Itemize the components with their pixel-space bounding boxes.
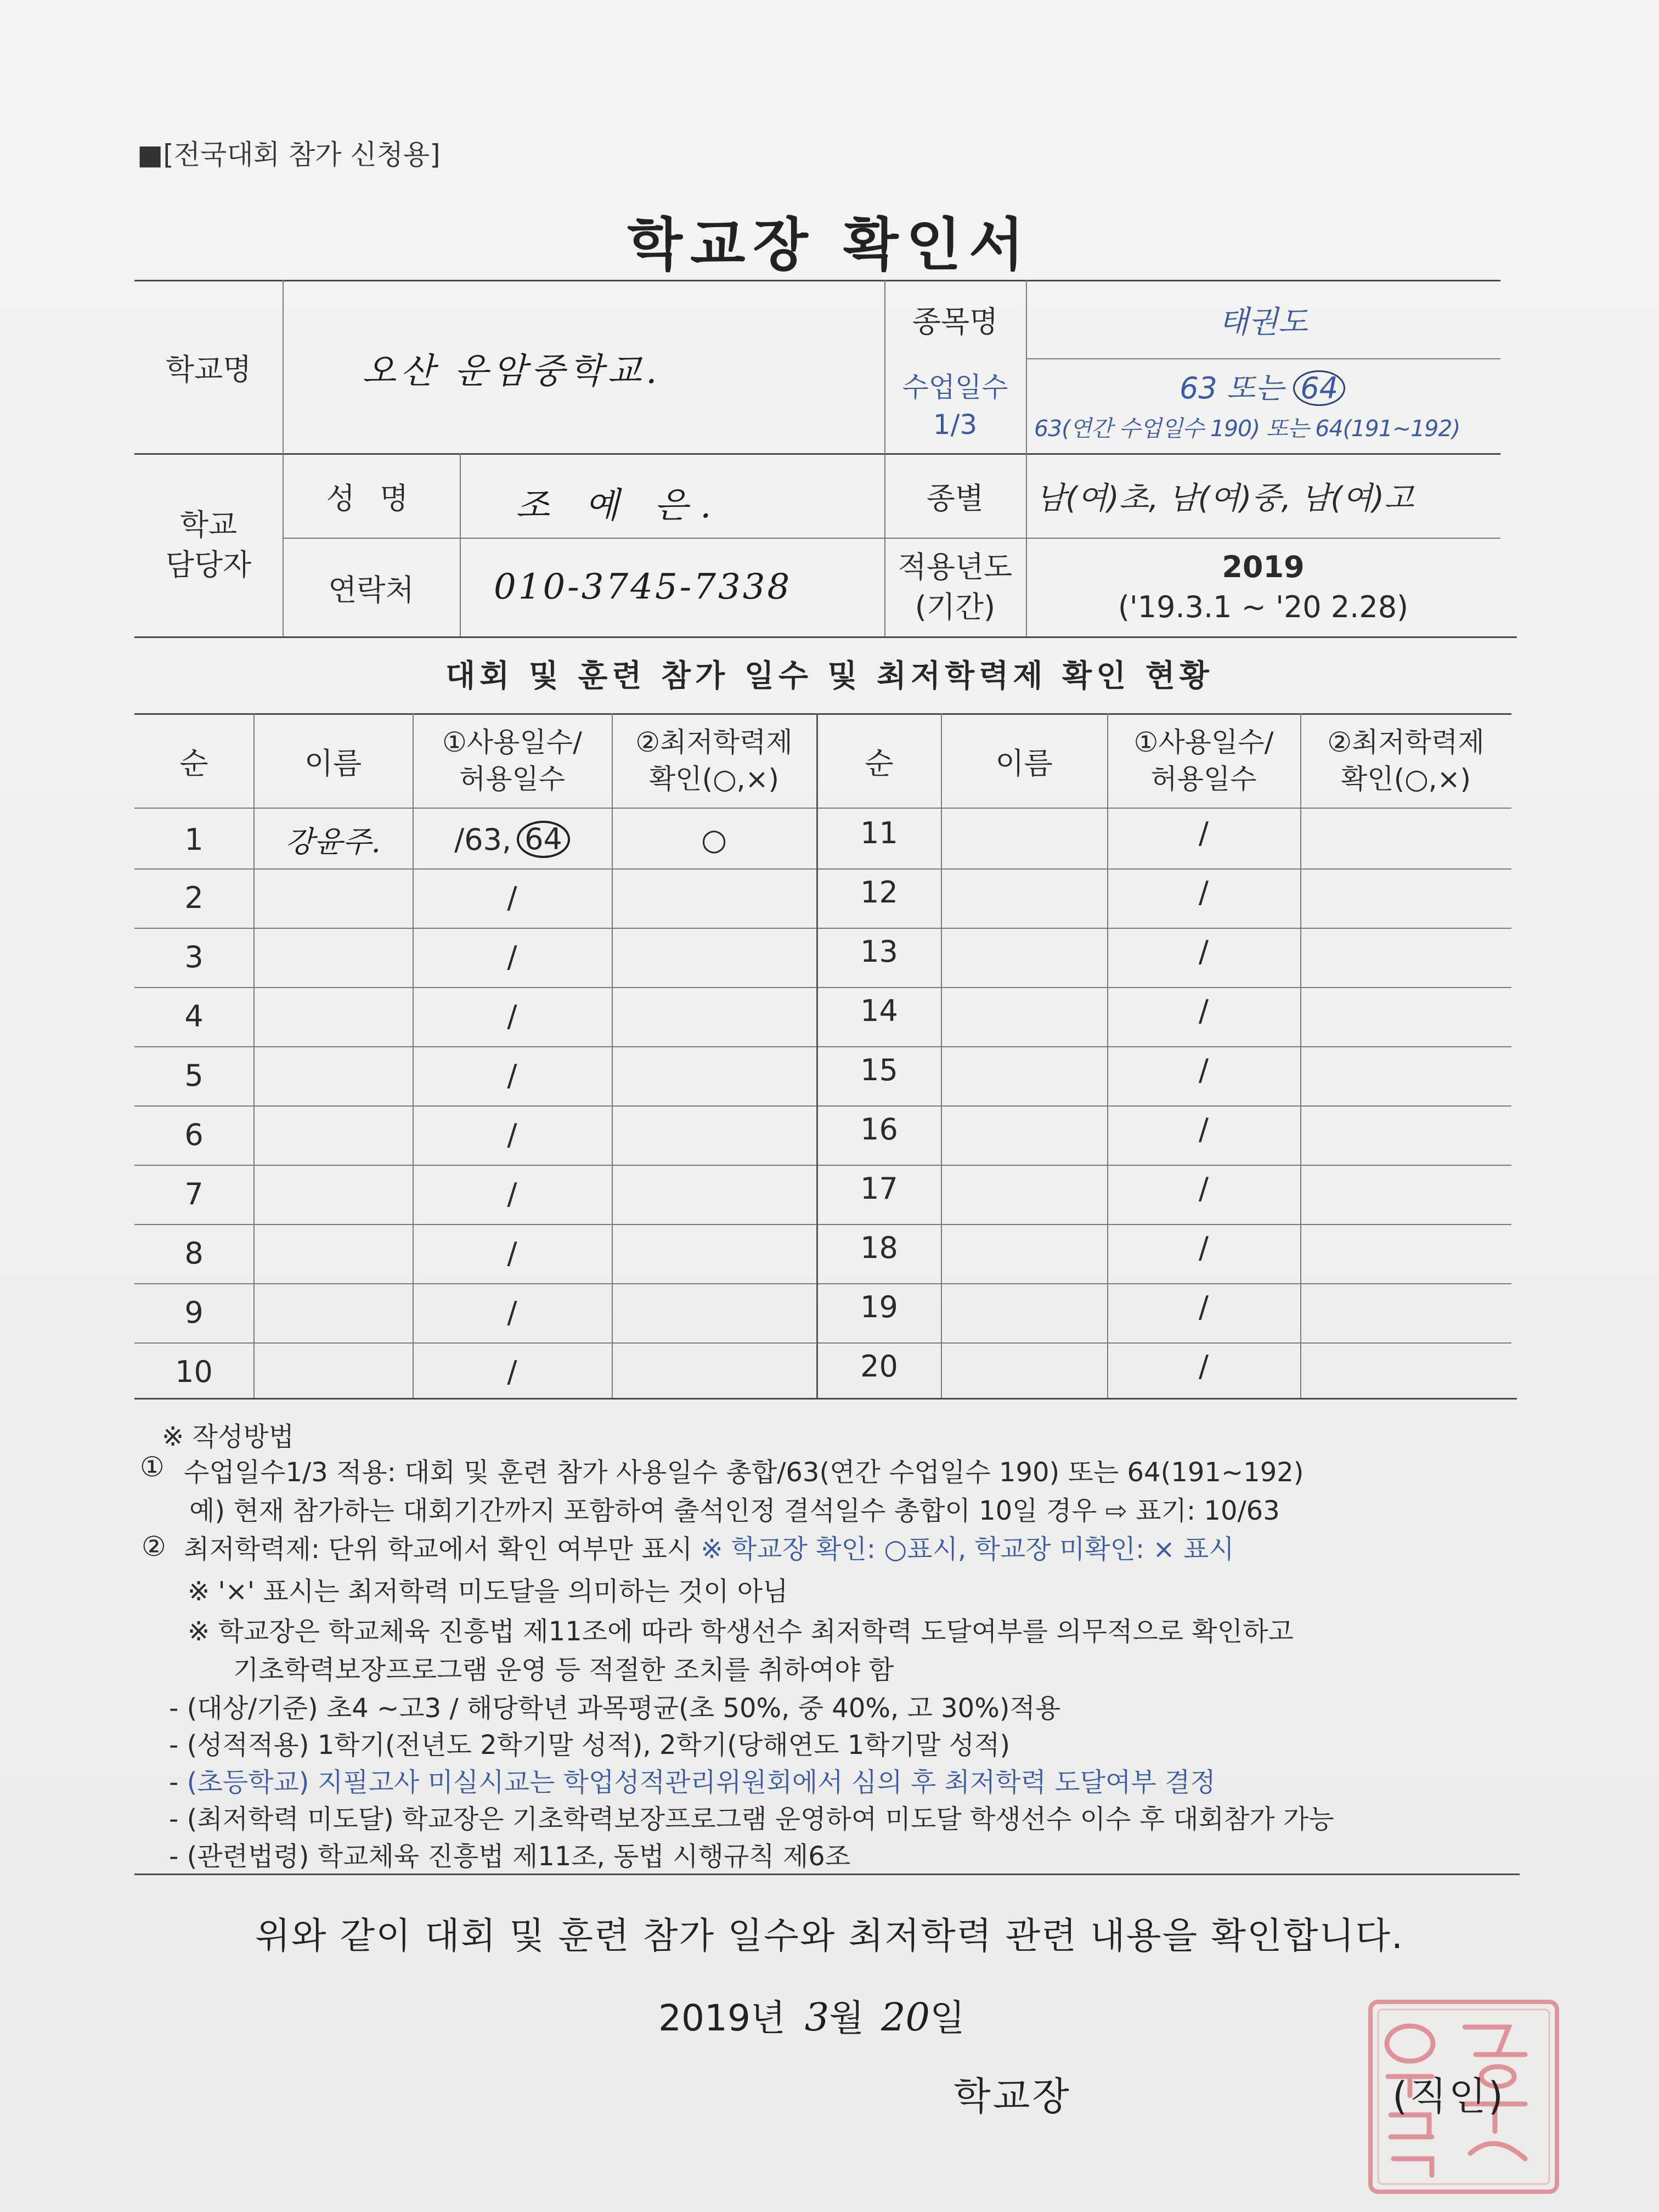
note-bullet-3-text: (초등학교) 지필고사 미실시교는 학업성적관리위원회에서 심의 후 최저학력 도달여부 결정 [187,1767,1216,1798]
signing-date [658,1989,965,2041]
row-days: / [1198,1171,1209,1206]
date-month: 3 [804,1995,830,2040]
principal-label: 학교장 [953,2074,1071,2119]
class-days-label-line1: 수업일수 [902,371,1008,403]
row-confirmation [1300,803,1511,862]
row-confirmation [612,1164,816,1223]
row-confirmation [1300,1336,1511,1396]
header-conf-left [612,714,816,808]
row-confirmation [1300,1277,1511,1336]
row-name [253,1223,413,1283]
row-name [253,986,413,1046]
row-days [413,927,612,986]
school-name-label: 학교명 [165,352,252,387]
sport-label: 종목명 [912,304,998,339]
school-name-value: 오산 운암중학교. [362,351,662,392]
note-2-mark: ② [142,1531,166,1562]
row-confirmation [612,1283,816,1342]
row-name [941,1277,1107,1336]
note-4-continued: 기초학력보장프로그램 운영 등 적절한 조치를 취하여야 함 [233,1655,894,1685]
row-days-value: / [507,1354,517,1389]
row-name [941,1099,1107,1159]
date-month-unit: 월 [829,1997,865,2039]
note-4: ※ 학교장은 학교체육 진흥법 제11조에 따라 학생선수 최저학력 도달여부를 의무적으로 확인하고 [188,1616,1294,1647]
row-days-value: / [507,939,517,974]
header-days-right [1107,714,1300,808]
staff-name-value: 조 예 은. [516,486,724,526]
row-number: 17 [860,1171,898,1206]
row-days: / [1198,874,1209,910]
note-bullet-2: - (성적적용) 1학기(전년도 2학기말 성적), 2학기(당해연도 1학기말 성적) [169,1730,1011,1760]
header-name-left: 이름 [304,746,362,781]
document-title: 학교장 확인서 [627,211,1032,278]
row-days: / [1198,815,1209,850]
header-conf-right-line1: ②최저학력제 [1327,726,1485,758]
class-days-label-line2: 1/3 [933,408,978,441]
row-confirmation [612,1342,816,1401]
row-days [413,810,612,869]
row-confirmation [612,986,816,1046]
row-confirmation [1300,862,1511,922]
class-days-value [1180,365,1345,407]
note-2 [184,1528,1234,1566]
date-year: 2019년 [658,1997,786,2039]
row-name [941,1159,1107,1218]
row-confirmation [612,1223,816,1283]
row-name [941,922,1107,981]
row-days-value: / [507,1058,517,1093]
row-number: 10 [175,1354,213,1389]
row-number: 2 [184,880,204,915]
staff-label [134,454,283,636]
row-number: 18 [860,1230,898,1265]
note-3: ※ '×' 표시는 최저학력 미도달을 의미하는 것이 아님 [188,1576,788,1607]
staff-label-line1: 학교 [179,507,238,543]
row-days [413,868,612,927]
row-name [253,1283,413,1342]
class-days-circled: 64 [1293,370,1345,406]
row-days [413,1105,612,1164]
header-conf-left-line1: ②최저학력제 [635,726,793,758]
row-number: 14 [860,993,898,1028]
header-conf-left-line2: 확인(○,×) [648,763,780,795]
confirmation-statement: 위와 같이 대회 및 훈련 참가 일수와 최저학력 관련 내용을 확인합니다. [255,1915,1404,1957]
row-name [941,981,1107,1040]
row-days: / [1198,1052,1209,1087]
sport-value: 태권도 [1218,304,1308,340]
apply-year-value [1026,539,1500,636]
row-number: 9 [184,1295,204,1330]
row-name [941,1336,1107,1396]
row-name [253,1164,413,1223]
row-days [413,1223,612,1283]
row-days: / [1198,934,1209,969]
row-name [253,868,413,927]
row-number: 16 [860,1111,898,1147]
date-day: 20 [881,1995,930,2040]
apply-period: ('19.3.1 ~ '20 2.28) [1118,590,1409,624]
row-number: 11 [860,815,898,850]
row-number: 5 [184,1058,204,1093]
row-days: / [1198,1289,1209,1324]
note-2-mark-rule: ※ 학교장 확인: ○표시, 학교장 미확인: × 표시 [701,1534,1234,1565]
row-confirmation [612,1105,816,1164]
apply-year-label [884,539,1026,636]
header-name-right: 이름 [995,746,1053,781]
row-days-value: /63, [454,822,512,857]
row-number: 20 [860,1348,898,1384]
row-name: 강윤주. [285,824,381,859]
row-name [253,1342,413,1401]
note-1-mark: ① [140,1451,165,1483]
row-name [253,927,413,986]
class-days-note: 63(연간 수업일수 190) 또는 64(191~192) [1034,415,1460,442]
row-confirmation [1300,1218,1511,1277]
header-conf-right [1300,714,1511,808]
header-no-left: 순 [179,746,208,781]
row-number: 15 [860,1052,898,1087]
row-days-value: / [507,1117,517,1152]
note-2-text: 최저학력제: 단위 학교에서 확인 여부만 표시 [184,1534,693,1565]
row-name [253,1046,413,1105]
row-days-value: / [507,1235,517,1271]
gender-value: 남(여)초, 남(여)중, 남(여)고 [1036,481,1414,516]
gender-label: 종별 [926,481,984,516]
section-title: 대회 및 훈련 참가 일수 및 최저학력제 확인 현황 [445,658,1214,694]
row-days [413,1342,612,1401]
row-confirmation [1300,1040,1511,1099]
row-days [413,986,612,1046]
row-days: / [1198,1348,1209,1384]
contact-label: 연락처 [328,572,414,607]
note-1-example: 예) 현재 참가하는 대회기간까지 포함하여 출석인정 결석일수 총합이 10일 경우 ⇨ 표기: 10/63 [189,1496,1280,1526]
form-tag: ■[전국대회 참가 신청용] [137,139,441,171]
note-bullet-3 [169,1761,1216,1799]
row-number: 6 [184,1117,204,1152]
row-name [941,862,1107,922]
row-number: 7 [184,1176,204,1211]
row-days-value: / [507,998,517,1034]
notes-heading: ※ 작성방법 [162,1421,294,1452]
staff-label-line2: 담당자 [165,548,252,582]
row-days: / [1198,993,1209,1028]
row-days: / [1198,1111,1209,1147]
apply-year-label-line2: (기간) [915,590,996,624]
row-name [253,1105,413,1164]
class-days-label [884,359,1026,453]
date-day-unit: 일 [930,1997,965,2039]
row-confirmation [1300,1099,1511,1159]
seal-note: (직인) [1392,2074,1505,2119]
contact-value: 010-3745-7338 [494,567,792,607]
row-number: 12 [860,874,898,910]
row-name [941,803,1107,862]
row-days [413,1046,612,1105]
header-days-right-line2: 허용일수 [1150,763,1257,795]
row-days: / [1198,1230,1209,1265]
header-no-right: 순 [865,746,894,781]
row-number: 4 [184,998,204,1034]
apply-year: 2019 [1222,550,1305,585]
row-confirmation [612,927,816,986]
row-number: 1 [184,822,204,857]
apply-year-label-line1: 적용년도 [898,550,1013,585]
note-bullet-1: - (대상/기준) 초4 ~고3 / 해당학년 과목평균(초 50%, 중 40%, 고 30%)적용 [169,1693,1061,1724]
staff-name-label: 성 명 [326,481,416,516]
row-days-value: / [507,1295,517,1330]
row-name [941,1218,1107,1277]
row-days [413,1283,612,1342]
row-days-circled: 64 [517,821,570,857]
header-days-right-line1: ①사용일수/ [1133,726,1274,758]
row-confirmation [1300,981,1511,1040]
row-days-value: / [507,880,517,915]
header-days-left [413,714,612,808]
note-bullet-5: - (관련법령) 학교체육 진흥법 제11조, 동법 시행규칙 제6조 [169,1841,851,1872]
note-bullet-3-dash: - [169,1767,179,1798]
header-days-left-line1: ①사용일수/ [442,726,582,758]
row-days [413,1164,612,1223]
row-confirmation [612,1046,816,1105]
note-1: 수업일수1/3 적용: 대회 및 훈련 참가 사용일수 총합/63(연간 수업일수 190) 또는 64(191~192) [184,1457,1304,1488]
header-conf-right-line2: 확인(○,×) [1340,763,1471,795]
row-number: 13 [860,934,898,969]
row-number: 8 [184,1235,204,1271]
row-name [941,1040,1107,1099]
row-confirmation [1300,922,1511,981]
row-confirmation [612,868,816,927]
row-days-value: / [507,1176,517,1211]
row-number: 3 [184,939,204,974]
header-days-left-line2: 허용일수 [459,763,566,795]
class-days-value-text: 63 또는 [1180,371,1284,405]
row-confirmation [1300,1159,1511,1218]
row-confirmation: ○ [701,822,727,857]
row-number: 19 [860,1289,898,1324]
note-bullet-4: - (최저학력 미도달) 학교장은 기초학력보장프로그램 운영하여 미도달 학생선수 이수 후 대회참가 가능 [169,1804,1334,1835]
